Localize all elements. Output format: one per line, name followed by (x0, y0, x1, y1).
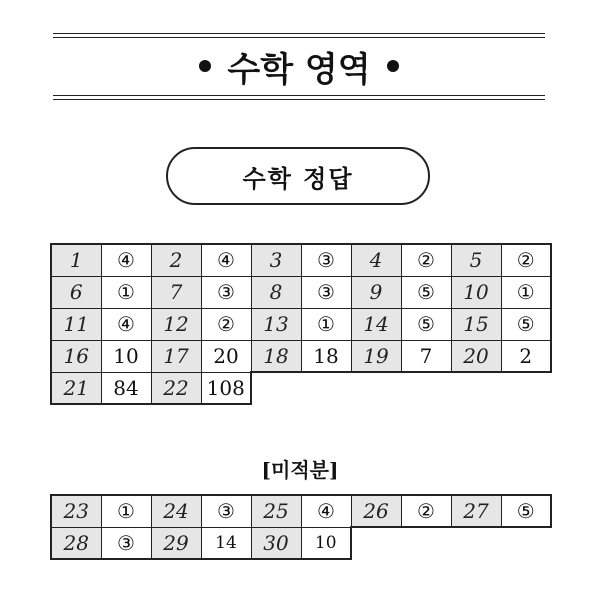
page-title: 수학 영역 (227, 49, 371, 90)
question-number: 15 (451, 308, 501, 340)
question-number: 27 (451, 495, 501, 527)
answer-value: ③ (201, 276, 251, 308)
answer-value: ⑤ (501, 308, 551, 340)
answer-value: ② (401, 495, 451, 527)
empty-cell (251, 372, 301, 404)
answer-value: 108 (201, 372, 251, 404)
question-number: 26 (351, 495, 401, 527)
table-row (51, 527, 551, 559)
question-number: 28 (51, 527, 101, 559)
bullet-dot-icon (199, 60, 211, 72)
empty-cell (401, 527, 451, 559)
answer-value: ② (201, 308, 251, 340)
answer-value: 18 (301, 340, 351, 372)
answer-value: ④ (101, 244, 151, 276)
elective-section-label: [미적분] (261, 458, 339, 482)
table-row (51, 340, 551, 372)
question-number: 16 (51, 340, 101, 372)
page-header (53, 40, 545, 92)
question-number: 13 (251, 308, 301, 340)
empty-cell (351, 527, 401, 559)
question-number: 12 (151, 308, 201, 340)
question-number: 6 (51, 276, 101, 308)
common-answer-table (50, 243, 552, 405)
table-row (51, 244, 551, 276)
bottom-rule-outer (53, 99, 545, 100)
answer-value: ④ (101, 308, 151, 340)
answer-value: 84 (101, 372, 151, 404)
question-number: 18 (251, 340, 301, 372)
question-number: 20 (451, 340, 501, 372)
empty-cell (401, 372, 451, 404)
answer-key-label: 수학 정답 (166, 147, 430, 205)
answer-value: ③ (301, 244, 351, 276)
answer-value: ② (401, 244, 451, 276)
answer-value: ① (101, 276, 151, 308)
question-number: 8 (251, 276, 301, 308)
question-number: 14 (351, 308, 401, 340)
answer-value: ⑤ (401, 276, 451, 308)
answer-value: ③ (301, 276, 351, 308)
answer-value: ③ (101, 527, 151, 559)
elective-answer-table (50, 494, 552, 560)
top-rule-outer (53, 33, 545, 34)
question-number: 11 (51, 308, 101, 340)
answer-value: 7 (401, 340, 451, 372)
answer-value: ⑤ (401, 308, 451, 340)
empty-cell (501, 527, 551, 559)
answer-value: ① (101, 495, 151, 527)
answer-value: 20 (201, 340, 251, 372)
answer-value: ① (501, 276, 551, 308)
question-number: 24 (151, 495, 201, 527)
answer-value: ④ (201, 244, 251, 276)
bottom-rule-inner (53, 95, 545, 96)
question-number: 10 (451, 276, 501, 308)
question-number: 17 (151, 340, 201, 372)
question-number: 30 (251, 527, 301, 559)
question-number: 7 (151, 276, 201, 308)
empty-cell (451, 372, 501, 404)
answer-value: ② (501, 244, 551, 276)
table-row (51, 495, 551, 527)
question-number: 2 (151, 244, 201, 276)
empty-cell (501, 372, 551, 404)
answer-value: 14 (201, 527, 251, 559)
answer-value: 10 (101, 340, 151, 372)
answer-value: 10 (301, 527, 351, 559)
question-number: 22 (151, 372, 201, 404)
answer-value: ① (301, 308, 351, 340)
table-row (51, 372, 551, 404)
question-number: 3 (251, 244, 301, 276)
answer-value: 2 (501, 340, 551, 372)
question-number: 9 (351, 276, 401, 308)
table-row (51, 276, 551, 308)
answer-value: ⑤ (501, 495, 551, 527)
answer-value: ③ (201, 495, 251, 527)
question-number: 4 (351, 244, 401, 276)
top-rule-inner (53, 37, 545, 38)
table-row (51, 308, 551, 340)
question-number: 5 (451, 244, 501, 276)
question-number: 25 (251, 495, 301, 527)
answer-value: ④ (301, 495, 351, 527)
bullet-dot-icon (387, 60, 399, 72)
empty-cell (351, 372, 401, 404)
empty-cell (451, 527, 501, 559)
empty-cell (301, 372, 351, 404)
question-number: 29 (151, 527, 201, 559)
question-number: 19 (351, 340, 401, 372)
question-number: 23 (51, 495, 101, 527)
question-number: 1 (51, 244, 101, 276)
question-number: 21 (51, 372, 101, 404)
